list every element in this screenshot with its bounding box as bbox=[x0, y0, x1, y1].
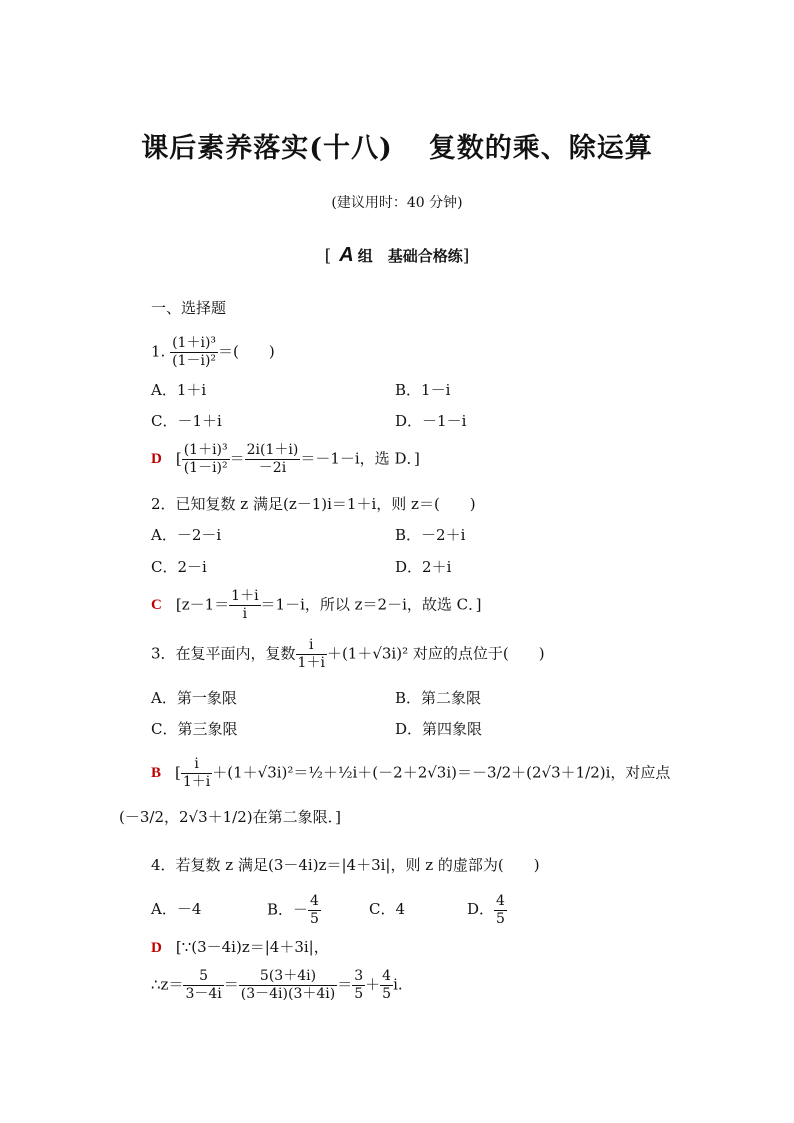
question-3 bbox=[151, 637, 545, 672]
q1-answer: D [ $\frac{\text{(1＋i)³}}{\text{(1－i)²}}$ ＝ $\frac{2i(1+i)}{-2i}$ ＝－1－i，选 D．] bbox=[151, 442, 420, 476]
q2-answer-head: [z－1＝ bbox=[175, 595, 230, 614]
title-part1: 课后素养落实(十八) bbox=[141, 133, 393, 164]
q3-af-den: 1＋i bbox=[182, 773, 211, 790]
q4-answer-text1: [∵(3－4i)z＝|4＋3i|， bbox=[175, 938, 329, 956]
page-title bbox=[0, 126, 794, 165]
q2-af-num: 1＋i bbox=[231, 588, 259, 604]
q3-frac-den: 1＋i bbox=[297, 654, 325, 671]
q3-option-d: D．第四象限 bbox=[395, 720, 483, 738]
q4-al2-f1-num: 5 bbox=[183, 968, 223, 986]
q1-option-a: A．1＋i bbox=[151, 381, 207, 399]
question-4: 4．若复数 z 满足(3－4i)z＝|4＋3i|，则 z 的虚部为( ) bbox=[151, 856, 540, 874]
q3-head: 3．在复平面内，复数 bbox=[151, 644, 296, 663]
q3-option-b: B．第二象限 bbox=[395, 689, 482, 707]
q1-number: 1. bbox=[151, 342, 166, 361]
q3-answer-tail: ＋(1＋√3i)²＝½＋½i＋(－2＋2√3i)＝－3/2＋(2√3＋1/2)i，对应点 bbox=[212, 763, 671, 782]
q4-al2-tail: i. bbox=[393, 975, 403, 994]
q4-b-head: B．－ bbox=[267, 900, 309, 919]
q2-option-d: D．2＋i bbox=[395, 558, 452, 576]
q4-option-b bbox=[267, 893, 369, 928]
group-heading bbox=[0, 244, 794, 267]
q4-d-num: 4 bbox=[496, 893, 505, 909]
q2-option-c: C．2－i bbox=[151, 558, 207, 576]
q2-option-a: A．－2－i bbox=[151, 526, 222, 544]
q4-option-d bbox=[467, 893, 507, 927]
q2-option-b: B．－2＋i bbox=[395, 526, 466, 544]
q2-answer-tail: ＝1－i，所以 z＝2－i，故选 C．] bbox=[260, 595, 482, 614]
question-1 bbox=[151, 335, 275, 370]
q1-af1-num: (1＋i)³ bbox=[183, 442, 228, 458]
q1-option-d: D．－1－i bbox=[395, 412, 467, 430]
q3-option-a: A．第一象限 bbox=[151, 689, 237, 707]
q4-option-c: C．4 bbox=[369, 900, 406, 919]
q1-tail: ＝( ) bbox=[218, 342, 275, 361]
q2-answer-frac bbox=[229, 588, 260, 623]
section-heading: 一、选择题 bbox=[151, 299, 227, 317]
q3-answer-line2: (－3/2，2√3＋1/2)在第二象限．] bbox=[119, 808, 341, 826]
q3-fraction bbox=[296, 637, 327, 672]
q4-b-num: 4 bbox=[310, 893, 319, 909]
q4-al2-f4-num: 4 bbox=[382, 968, 392, 984]
q1-frac-den: (1－i)² bbox=[172, 352, 217, 369]
q3-answer-letter: B bbox=[151, 765, 162, 782]
q3-tail: ＋(1＋√3i)² 对应的点位于( ) bbox=[326, 644, 545, 663]
q1-answer-letter: D bbox=[151, 451, 162, 468]
q1-af1-den: (1－i)² bbox=[183, 459, 228, 476]
q4-al2-f1-den: 3－4i bbox=[185, 985, 222, 1002]
q4-d-frac bbox=[494, 893, 507, 928]
q3-af-num: i bbox=[181, 756, 212, 774]
q4-al2-f4-den: 5 bbox=[382, 985, 392, 1002]
q4-al2-head: ∴z＝ bbox=[151, 975, 184, 994]
group-text: 组 基础合格练 bbox=[357, 247, 463, 265]
q3-frac-num: i bbox=[296, 637, 327, 655]
q2-af-den: i bbox=[242, 605, 248, 622]
q1-af2-den: －2i bbox=[258, 459, 287, 476]
q3-option-c: C．第三象限 bbox=[151, 720, 238, 738]
q4-al2-f2-den: (3－4i)(3＋4i) bbox=[240, 985, 336, 1002]
q4-al2-frac2 bbox=[239, 968, 337, 1003]
q1-answer-frac1 bbox=[182, 442, 230, 477]
q4-d-den: 5 bbox=[496, 910, 505, 927]
q2-answer bbox=[151, 588, 482, 623]
q4-d-head: D． bbox=[467, 900, 495, 919]
q1-option-b: B．1－i bbox=[395, 381, 451, 399]
q4-al2-frac3 bbox=[352, 968, 365, 1003]
title-part2: 复数的乘、除运算 bbox=[428, 133, 653, 164]
q4-al2-f3-num: 3 bbox=[354, 968, 364, 984]
q1-answer-open: [ bbox=[175, 449, 182, 468]
q4-al2-frac1 bbox=[183, 968, 223, 1003]
q3-answer-frac bbox=[181, 756, 212, 791]
q1-af2-num: 2i(1＋i) bbox=[246, 442, 299, 458]
q2-answer-letter: C bbox=[151, 597, 162, 614]
q1-option-c: C．－1＋i bbox=[151, 412, 222, 430]
q1-answer-frac2 bbox=[245, 442, 301, 477]
q4-answer-line2: ∴z＝ $\frac{5}{3-4i}$ ＝ $\frac{5(3+4i)}{(3-4i)(3+4i)}$ ＝ $\frac{3}{5}$ ＋ $\frac{4}{5}$ i. bbox=[151, 968, 403, 1002]
q1-fraction bbox=[170, 335, 218, 370]
suggested-time: (建议用时：40 分钟) bbox=[331, 195, 463, 211]
q4-b-frac bbox=[308, 893, 321, 928]
q4-answer-letter: D bbox=[151, 940, 162, 956]
group-bracket-left: [ bbox=[324, 246, 332, 266]
q4-options bbox=[151, 893, 507, 928]
q4-al2-f2-num: 5(3＋4i) bbox=[239, 968, 337, 986]
q4-b-den: 5 bbox=[310, 910, 319, 927]
q4-answer-line1 bbox=[151, 940, 329, 956]
group-letter: A bbox=[339, 244, 354, 266]
question-2: 2．已知复数 z 满足(z－1)i＝1＋i，则 z＝( ) bbox=[151, 495, 476, 513]
q3-answer-line1: B [ $\frac{i}{1+i}$ ＋(1＋√3i)²＝½＋½i＋(－2＋2√3i)＝－3/2＋(2√3＋1/2)i，对应点 bbox=[151, 756, 671, 790]
q4-al2-frac4 bbox=[380, 968, 393, 1003]
q4-al2-f3-den: 5 bbox=[354, 985, 364, 1002]
group-bracket-right: ] bbox=[462, 246, 470, 266]
q1-answer-tail: ＝－1－i，选 D．] bbox=[300, 449, 420, 468]
q4-option-a: A．－4 bbox=[151, 900, 202, 919]
q1-frac-num: (1＋i)³ bbox=[172, 335, 217, 351]
